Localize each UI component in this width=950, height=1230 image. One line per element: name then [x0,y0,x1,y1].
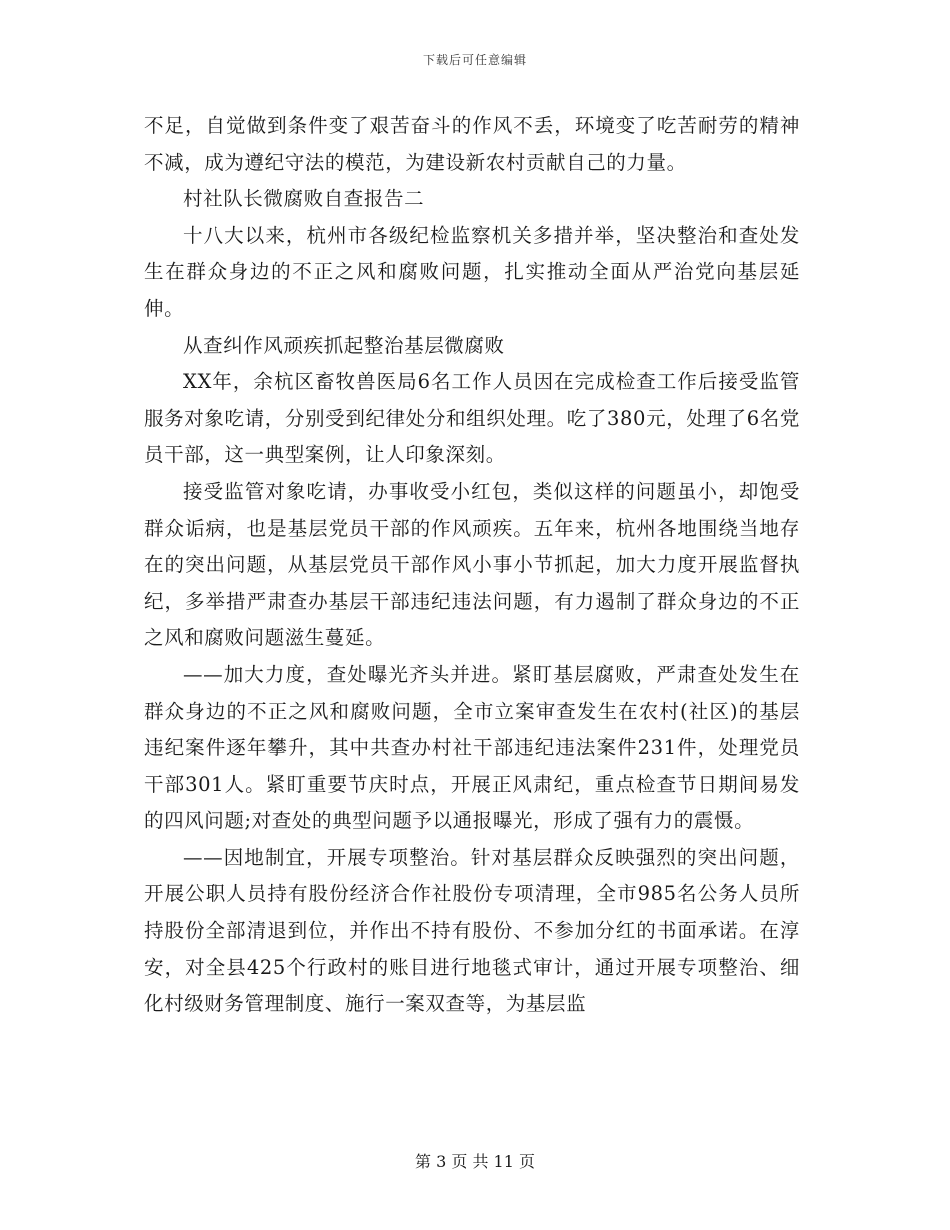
page-header: 下载后可任意编辑 [422,53,527,67]
paragraph: 十八大以来，杭州市各级纪检监察机关多措并举，坚决整治和查处发生在群众身边的不正之风和腐败问题，扎实推动全面从严治党向基层延伸。 [144,223,800,320]
paragraph: 接受监管对象吃请，办事收受小红包，类似这样的问题虽小，却饱受群众诟病，也是基层党员干部的作风顽疾。五年来，杭州各地围绕当地存在的突出问题，从基层党员干部作风小事小节抓起，加大力度开展监督执纪，多举措严肃查办基层干部违纪违法问题，有力遏制了群众身边的不正之风和腐败问题滋生蔓延。 [144,479,800,650]
section-heading: 村社队长微腐败自查报告二 [183,187,425,211]
page-number: 第 3 页 共 11 页 [415,1152,535,1171]
paragraph-continuation: 不足，自觉做到条件变了艰苦奋斗的作风不丢，环境变了吃苦耐劳的精神不减，成为遵纪守法的模范，为建设新农村贡献自己的力量。 [144,114,800,174]
document-body [144,108,800,1023]
paragraph: ——加大力度，查处曝光齐头并进。紧盯基层腐败，严肃查处发生在群众身边的不正之风和腐败问题，全市立案审查发生在农村(社区)的基层违纪案件逐年攀升，其中共查办村社干部违纪违法案件231件，处理党员干部301人。紧盯重要节庆时点，开展正风肃纪，重点检查节日期间易发的四风问题;对查处的典型问题予以通报曝光，形成了强有力的震慑。 [144,662,800,833]
paragraph: ——因地制宜，开展专项整治。针对基层群众反映强烈的突出问题，开展公职人员持有股份经济合作社股份专项清理，全市985名公务人员所持股份全部清退到位，并作出不持有股份、不参加分红的书面承诺。在淳安，对全县425个行政村的账目进行地毯式审计，通过开展专项整治、细化村级财务管理制度、施行一案双查等，为基层监 [144,845,800,1016]
paragraph: XX年，余杭区畜牧兽医局6名工作人员因在完成检查工作后接受监管服务对象吃请，分别受到纪律处分和组织处理。吃了380元，处理了6名党员干部，这一典型案例，让人印象深刻。 [144,370,800,467]
subsection-heading: 从查纠作风顽疾抓起整治基层微腐败 [183,333,505,357]
